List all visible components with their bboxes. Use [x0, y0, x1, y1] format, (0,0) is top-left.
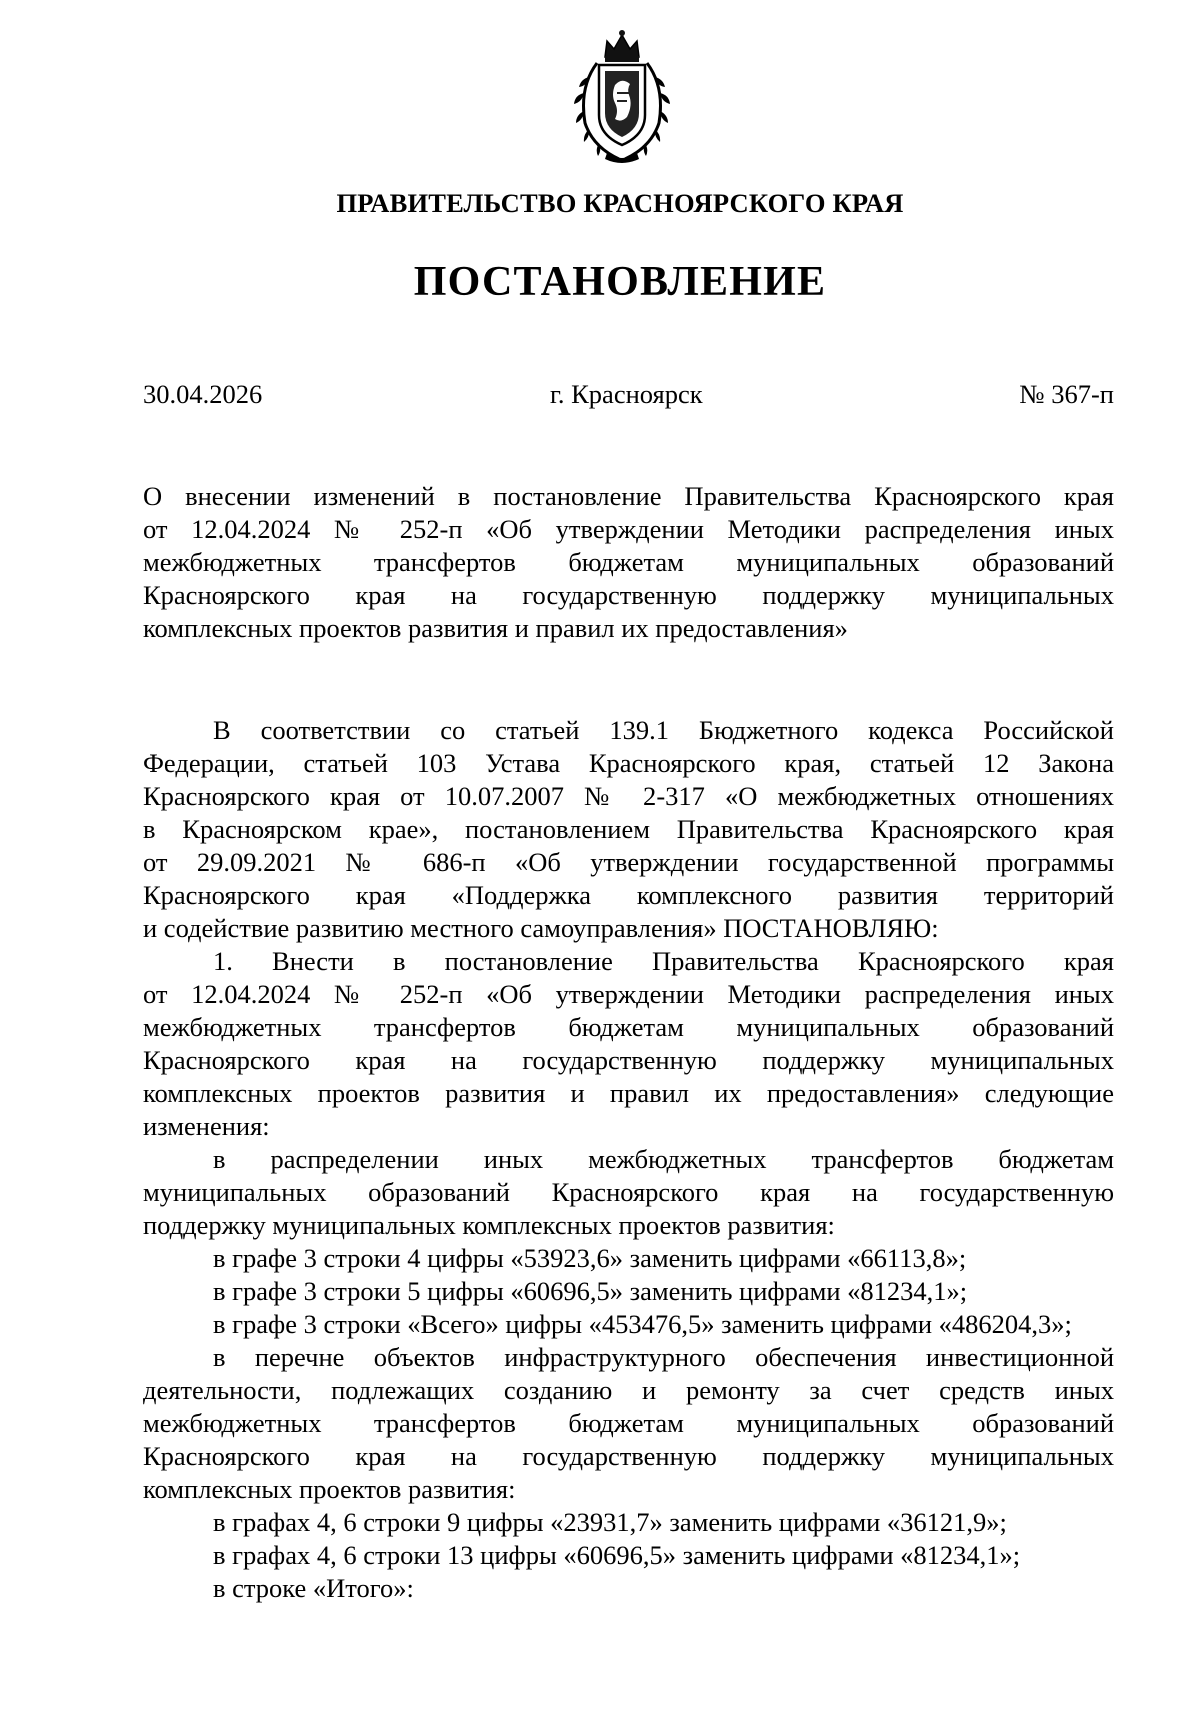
government-title: ПРАВИТЕЛЬСТВО КРАСНОЯРСКОГО КРАЯ: [336, 188, 904, 218]
subject-line: Красноярского края на государственную поддержку муниципальных: [143, 580, 1114, 610]
body-line: от 29.09.2021 № 686-п «Об утверждении государственной программы: [143, 847, 1114, 877]
body-line: 1. Внести в постановление Правительства Красноярского края: [213, 946, 1114, 976]
body-line: Красноярского края на государственную поддержку муниципальных: [143, 1441, 1114, 1471]
body-line: в распределении иных межбюджетных трансфертов бюджетам: [213, 1144, 1114, 1174]
body-line: деятельности, подлежащих созданию и ремонту за счет средств иных: [143, 1375, 1114, 1405]
subject-line: межбюджетных трансфертов бюджетам муниципальных образований: [143, 547, 1114, 577]
document-meta-row: [143, 379, 1114, 409]
body-line: В соответствии со статьей 139.1 Бюджетного кодекса Российской: [213, 715, 1114, 745]
document-number: № 367-п: [1019, 379, 1114, 409]
document-city: г. Красноярск: [550, 379, 703, 409]
body-line: и содействие развитию местного самоуправления» ПОСТАНОВЛЯЮ:: [143, 913, 939, 943]
body-line: межбюджетных трансфертов бюджетам муниципальных образований: [143, 1408, 1114, 1438]
body-line: в графах 4, 6 строки 13 цифры «60696,5» заменить цифрами «81234,1»;: [213, 1540, 1021, 1570]
body-line: изменения:: [143, 1111, 270, 1141]
subject-line: комплексных проектов развития и правил их предоставления»: [143, 613, 848, 643]
body-line: Федерации, статьей 103 Устава Красноярского края, статьей 12 Закона: [143, 748, 1114, 778]
document-subject: [143, 480, 1114, 645]
body-line: комплексных проектов развития и правил их предоставления» следующие: [143, 1078, 1114, 1108]
body-line: в строке «Итого»:: [213, 1573, 414, 1603]
body-line: комплексных проектов развития:: [143, 1474, 516, 1504]
body-line: поддержку муниципальных комплексных проектов развития:: [143, 1210, 835, 1240]
body-line: Красноярского края на государственную поддержку муниципальных: [143, 1045, 1114, 1075]
body-line: муниципальных образований Красноярского края на государственную: [143, 1177, 1114, 1207]
body-line: от 12.04.2024 № 252-п «Об утверждении Методики распределения иных: [143, 979, 1114, 1009]
subject-line: от 12.04.2024 № 252-п «Об утверждении Методики распределения иных: [143, 514, 1114, 544]
document-date: 30.04.2026: [143, 379, 263, 409]
document-type-title: ПОСТАНОВЛЕНИЕ: [413, 259, 827, 305]
document-body: [143, 714, 1114, 1605]
subject-line: О внесении изменений в постановление Правительства Красноярского края: [143, 481, 1114, 511]
body-line: в Красноярском крае», постановлением Правительства Красноярского края: [143, 814, 1114, 844]
body-line: Красноярского края «Поддержка комплексного развития территорий: [143, 880, 1114, 910]
body-line: в графах 4, 6 строки 9 цифры «23931,7» заменить цифрами «36121,9»;: [213, 1507, 1007, 1537]
body-line: Красноярского края от 10.07.2007 № 2-317 «О межбюджетных отношениях: [143, 781, 1114, 811]
body-line: в перечне объектов инфраструктурного обеспечения инвестиционной: [213, 1342, 1114, 1372]
coat-of-arms-emblem: [567, 27, 677, 164]
body-line: в графе 3 строки 4 цифры «53923,6» заменить цифрами «66113,8»;: [213, 1243, 967, 1273]
body-line: в графе 3 строки 5 цифры «60696,5» заменить цифрами «81234,1»;: [213, 1276, 968, 1306]
body-line: межбюджетных трансфертов бюджетам муниципальных образований: [143, 1012, 1114, 1042]
body-line: в графе 3 строки «Всего» цифры «453476,5» заменить цифрами «486204,3»;: [213, 1309, 1072, 1339]
